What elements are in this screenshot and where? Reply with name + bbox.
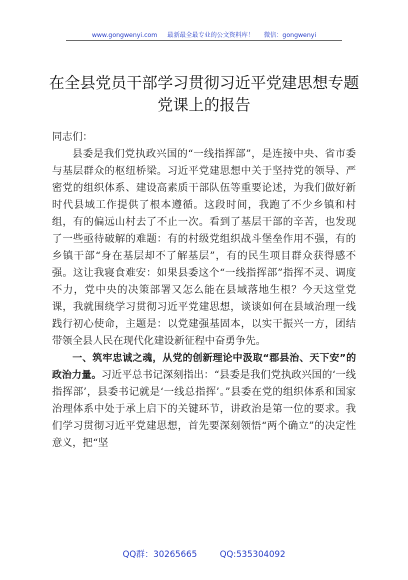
footer-qq: QQ:535304092 [219,550,286,560]
document-title [40,72,368,116]
title-line: 在全县党员干部学习贯彻习近平党建思想专题 [48,74,359,92]
header-wechat: 微信：gongwenyi [263,32,317,39]
footer-qq-group: QQ群：30265665 [122,550,198,560]
section-paragraph [52,350,356,452]
section-heading: 一、筑牢忠诚之魂，从党的创新理论中汲取“郡县治、天下安”的政治力量。 [52,353,356,381]
paragraph: 县委是我们党执政兴国的“一线指挥部”，是连接中央、省市委与基层群众的枢纽桥梁。习近平党建思想中关于坚持党的领导、严密党的组织体系、建设高素质干部队伍等重要论述，为我们做好新时代县域工作提供了根本遵循。这段时间，我跑了不少乡镇和村组，有的偏远山村去了不止一次。看到了基层干部的辛苦，也发现了一些亟待破解的难题：有的村级党组织战斗堡垒作用不强，有的乡镇干部“身在基层却不了解基层”，有的民生项目群众获得感不强。这让我寝食难安：如果县委这个“一线指挥部”指挥不灵、调度不力，党中央的决策部署又怎么能在县域落地生根？今天这堂党课，我就围绕学习贯彻习近平党建思想，谈谈如何在县域治理一线践行初心使命，主题是：以党建强基固本，以实干振兴一方，团结带领全县人民在现代化建设新征程中奋勇争先。 [52,149,356,347]
page-header [0,30,408,39]
header-slogan: 最新最全最专业的公文资料库！ [167,32,254,39]
document-body [52,129,356,452]
salutation: 同志们： [52,132,93,143]
title-line: 党课上的报告 [157,96,251,114]
header-divider [66,40,342,41]
header-site-url[interactable]: www.gongwenyi.com [91,32,158,39]
section-text: 习近平总书记深刻指出：“县委是我们党执政兴国的‘一线指挥部’，县委书记就是‘一线总指挥’。”县委在党的组织体系和国家治理体系中处于承上启下的关键环节，讲政治是第一位的要求。我们学习贯彻习近平党建思想，首先要深刻领悟“两个确立”的决定性意义，把“坚 [52,370,356,449]
page-footer [0,548,408,560]
